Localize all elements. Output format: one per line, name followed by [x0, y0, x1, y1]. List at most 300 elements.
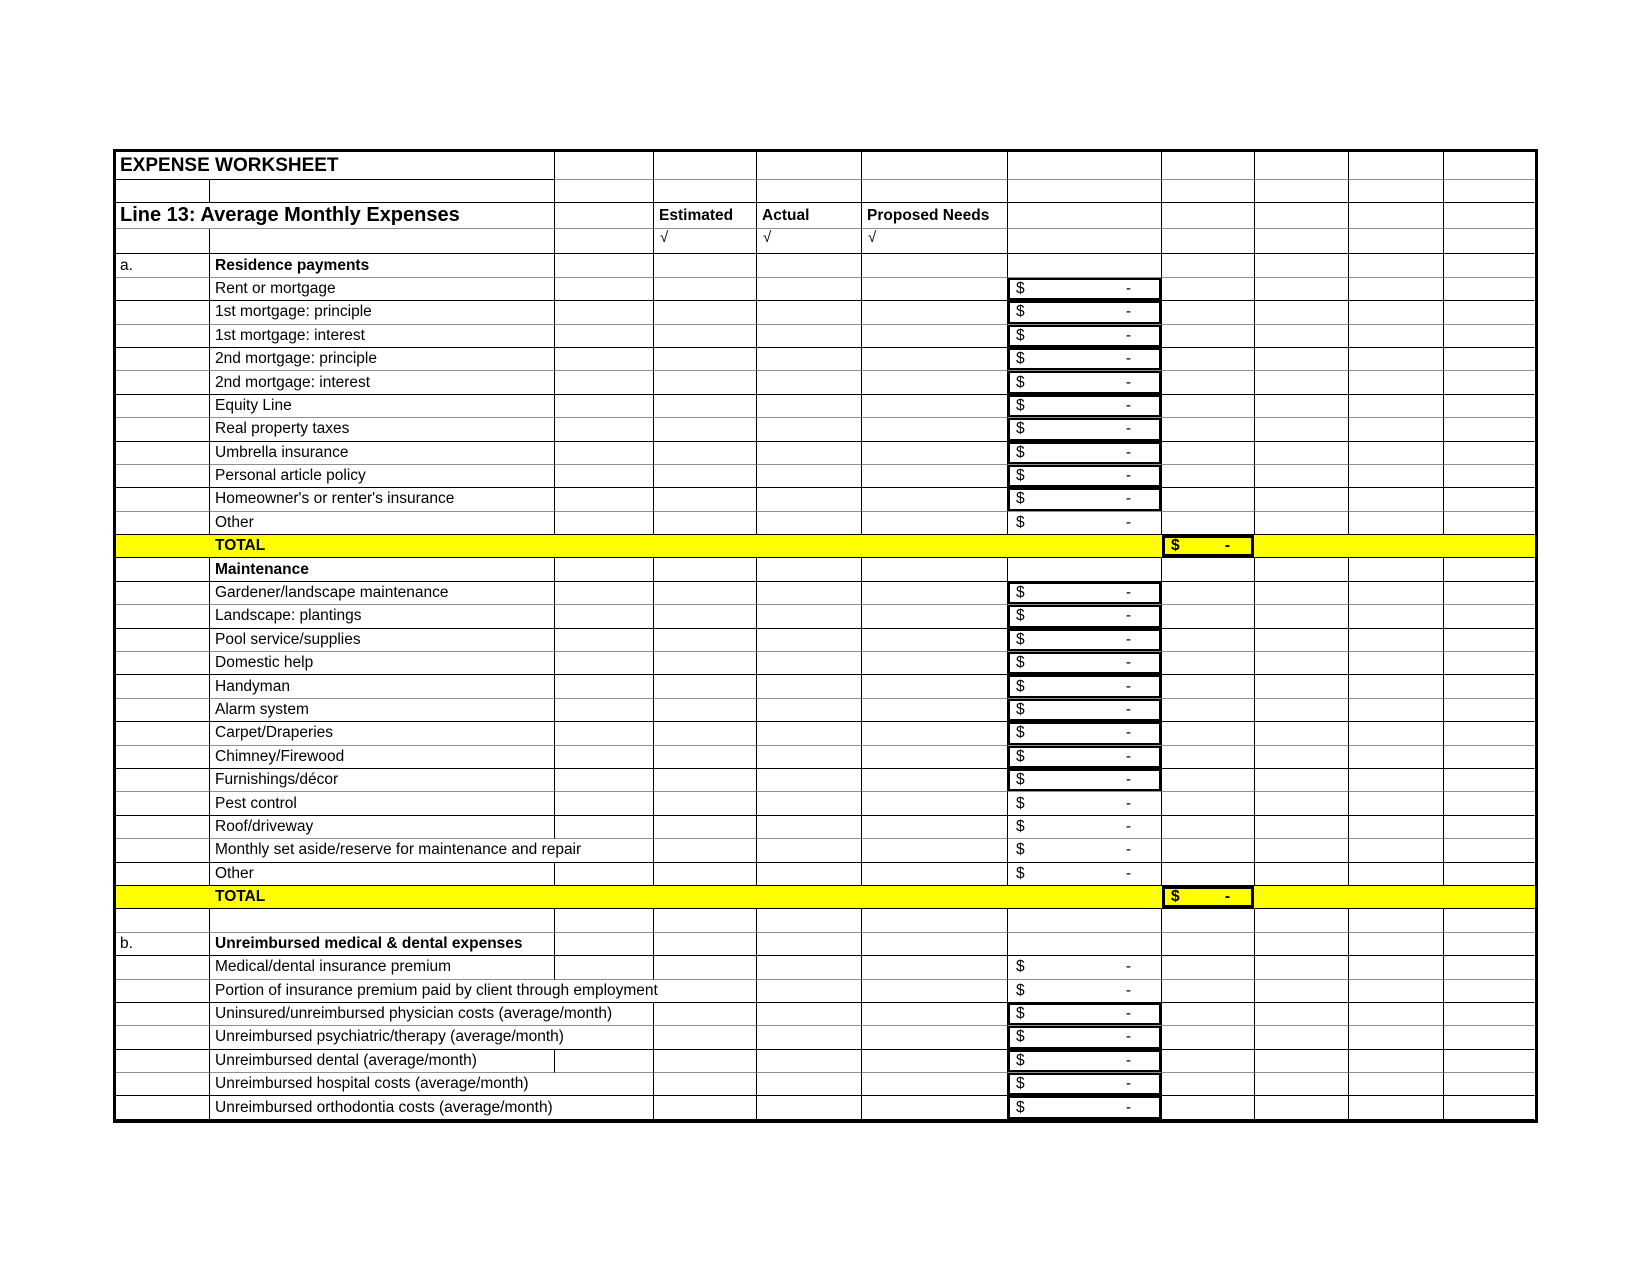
grid-cell [1444, 1073, 1535, 1096]
grid-cell [555, 254, 654, 277]
grid-cell [757, 652, 862, 675]
column-header-row [116, 203, 1535, 229]
grid-cell [555, 699, 654, 722]
section-row [116, 254, 1535, 277]
worksheet-body [116, 152, 1535, 1120]
grid-cell [862, 746, 1008, 769]
item-row [116, 629, 1535, 652]
grid-cell [757, 816, 862, 839]
section-row [116, 933, 1535, 956]
grid-cell [1444, 675, 1535, 698]
grid-cell [757, 254, 862, 277]
dash-value: - [1125, 1028, 1132, 1046]
amount-value [1008, 675, 1161, 697]
grid-cell [555, 465, 654, 488]
dash-value: - [1125, 630, 1132, 648]
grid-cell [555, 301, 654, 324]
amount-value [1008, 348, 1161, 370]
item-label: Roof/driveway [210, 816, 555, 839]
grid-cell [555, 371, 654, 394]
amount-cell [1008, 465, 1162, 488]
amount-cell [1008, 769, 1162, 792]
section-letter-cell [116, 605, 210, 628]
amount-value [1008, 301, 1161, 323]
item-label: Real property taxes [210, 418, 555, 441]
total-row [116, 886, 1535, 909]
grid-cell [1444, 465, 1535, 488]
currency-symbol: $ [1016, 467, 1025, 485]
grid-cell [1444, 863, 1535, 886]
grid-cell [1162, 792, 1255, 815]
grid-cell [1255, 203, 1349, 229]
grid-cell [1444, 1026, 1535, 1049]
dash-value: - [1125, 467, 1132, 485]
blank-cell [555, 909, 654, 932]
grid-cell [757, 980, 862, 1003]
grid-cell [555, 512, 654, 535]
grid-cell [757, 558, 862, 581]
grid-cell [1008, 229, 1162, 254]
grid-cell [1444, 1003, 1535, 1026]
grid-cell [862, 792, 1008, 815]
grid-cell [1255, 1003, 1349, 1026]
grid-cell [757, 1050, 862, 1073]
section-letter-cell [116, 816, 210, 839]
grid-cell [555, 325, 654, 348]
currency-symbol: $ [1171, 537, 1180, 555]
grid-cell [1162, 652, 1255, 675]
grid-cell [1255, 675, 1349, 698]
grid-cell [757, 371, 862, 394]
grid-cell [862, 863, 1008, 886]
dash-value: - [1125, 1051, 1132, 1069]
grid-cell [555, 348, 654, 371]
item-row [116, 863, 1535, 886]
grid-cell [1349, 371, 1444, 394]
grid-cell [862, 1050, 1008, 1073]
blank-cell [757, 909, 862, 932]
grid-cell [862, 465, 1008, 488]
grid-cell [1444, 652, 1535, 675]
dash-value: - [1125, 396, 1132, 414]
section-letter-cell [116, 1026, 210, 1049]
grid-cell [555, 956, 654, 979]
item-label: Homeowner's or renter's insurance [210, 488, 555, 511]
spacer-row [116, 180, 1535, 203]
dash-value: - [1125, 1005, 1132, 1023]
amount-cell [1008, 699, 1162, 722]
grid-cell [1349, 348, 1444, 371]
amount-value [1008, 1096, 1161, 1118]
grid-cell [1444, 488, 1535, 511]
grid-cell [555, 1050, 654, 1073]
grid-cell [1162, 863, 1255, 886]
section-letter-cell [116, 746, 210, 769]
currency-symbol: $ [1016, 654, 1025, 672]
currency-symbol: $ [1016, 794, 1025, 812]
dash-value: - [1125, 350, 1132, 368]
grid-cell [757, 418, 862, 441]
grid-cell [555, 746, 654, 769]
section-letter-cell [116, 839, 210, 862]
grid-cell [757, 582, 862, 605]
grid-cell [654, 152, 757, 180]
worksheet-sheet [113, 149, 1538, 1123]
section-letter-cell [116, 956, 210, 979]
grid-cell [1444, 442, 1535, 465]
amount-value [1008, 1073, 1161, 1095]
checkmark-icon: √ [862, 229, 1008, 254]
grid-cell [654, 629, 757, 652]
amount-cell [1008, 1050, 1162, 1073]
dash-value: - [1125, 794, 1132, 812]
grid-cell [862, 582, 1008, 605]
grid-cell [1255, 652, 1349, 675]
section-letter-cell [116, 488, 210, 511]
amount-cell [1008, 395, 1162, 418]
grid-cell [757, 512, 862, 535]
item-row [116, 418, 1535, 441]
grid-cell [555, 769, 654, 792]
total-row [116, 535, 1535, 558]
grid-cell [757, 348, 862, 371]
section-letter-cell [116, 1003, 210, 1026]
grid-cell [1255, 722, 1349, 745]
grid-cell [1255, 839, 1349, 862]
currency-symbol: $ [1016, 630, 1025, 648]
grid-cell [1255, 629, 1349, 652]
currency-symbol: $ [1016, 279, 1025, 297]
grid-cell [1349, 956, 1444, 979]
item-row [116, 1050, 1535, 1073]
grid-cell [757, 933, 862, 956]
amount-cell [1008, 792, 1162, 815]
grid-cell [862, 152, 1008, 180]
item-label: 1st mortgage: principle [210, 301, 555, 324]
grid-cell [862, 418, 1008, 441]
grid-cell [757, 465, 862, 488]
grid-cell [1444, 605, 1535, 628]
section-letter-cell [116, 792, 210, 815]
grid-cell [757, 152, 862, 180]
grid-cell [862, 301, 1008, 324]
grid-cell [1255, 325, 1349, 348]
section-letter-cell [116, 395, 210, 418]
amount-value [1008, 1003, 1161, 1025]
grid-cell [654, 956, 757, 979]
grid-cell [555, 792, 654, 815]
dash-value: - [1125, 771, 1132, 789]
grid-cell [1444, 348, 1535, 371]
grid-cell [862, 488, 1008, 511]
grid-cell [555, 722, 654, 745]
grid-cell [654, 301, 757, 324]
grid-cell [654, 769, 757, 792]
grid-cell [1349, 278, 1444, 301]
checkmark-icon: √ [757, 229, 862, 254]
grid-cell [1349, 839, 1444, 862]
grid-cell [654, 816, 757, 839]
grid-cell [862, 1073, 1008, 1096]
grid-cell [862, 605, 1008, 628]
currency-symbol: $ [1016, 864, 1025, 882]
grid-cell [1255, 180, 1349, 203]
item-row [116, 465, 1535, 488]
item-label: Medical/dental insurance premium [210, 956, 555, 979]
grid-cell [555, 582, 654, 605]
grid-cell [1444, 769, 1535, 792]
grid-cell [1349, 512, 1444, 535]
grid-cell [1444, 839, 1535, 862]
grid-cell [1349, 652, 1444, 675]
grid-cell [1444, 180, 1535, 203]
currency-symbol: $ [1016, 303, 1025, 321]
grid-cell [1162, 956, 1255, 979]
grid-cell [757, 699, 862, 722]
amount-cell [1008, 348, 1162, 371]
item-label: 2nd mortgage: principle [210, 348, 555, 371]
grid-cell [862, 254, 1008, 277]
amount-value [1162, 886, 1254, 908]
grid-cell [1162, 1003, 1255, 1026]
checkmark-row [116, 229, 1535, 254]
grid-cell [862, 652, 1008, 675]
grid-cell [862, 1096, 1008, 1119]
item-label: Domestic help [210, 652, 555, 675]
grid-cell [1349, 863, 1444, 886]
section-letter-cell [116, 442, 210, 465]
section-letter-cell [116, 1050, 210, 1073]
grid-cell [1349, 1026, 1444, 1049]
grid-cell [1162, 582, 1255, 605]
blank-cell [1008, 909, 1162, 932]
blank-cell [1349, 909, 1444, 932]
amount-value [1008, 605, 1161, 627]
grid-cell [757, 746, 862, 769]
grid-cell [654, 605, 757, 628]
grid-cell [1162, 371, 1255, 394]
amount-value [1008, 980, 1161, 1002]
grid-cell [1255, 699, 1349, 722]
section-letter-cell [116, 512, 210, 535]
grid-cell [654, 1026, 757, 1049]
dash-value: - [1224, 537, 1231, 555]
grid-cell [1255, 792, 1349, 815]
item-row [116, 956, 1535, 979]
amount-cell [1008, 325, 1162, 348]
grid-cell [1162, 229, 1255, 254]
grid-cell [862, 933, 1008, 956]
item-row [116, 675, 1535, 698]
item-row [116, 792, 1535, 815]
grid-cell [1444, 301, 1535, 324]
grid-cell [1349, 722, 1444, 745]
grid-cell [862, 512, 1008, 535]
amount-cell [1008, 839, 1162, 862]
grid-cell [1255, 746, 1349, 769]
grid-cell [1349, 465, 1444, 488]
amount-value [1008, 746, 1161, 768]
currency-symbol: $ [1016, 1028, 1025, 1046]
grid-cell [1444, 722, 1535, 745]
grid-cell [1255, 605, 1349, 628]
amount-cell [1008, 956, 1162, 979]
amount-value [1008, 582, 1161, 604]
item-row [116, 1026, 1535, 1049]
grid-cell [757, 488, 862, 511]
grid-cell [1162, 465, 1255, 488]
grid-cell [1349, 980, 1444, 1003]
item-row [116, 395, 1535, 418]
item-row [116, 1096, 1535, 1119]
grid-cell [654, 746, 757, 769]
amount-value [1008, 792, 1161, 814]
grid-cell [654, 418, 757, 441]
grid-cell [1162, 1073, 1255, 1096]
grid-cell [555, 395, 654, 418]
grid-cell [1349, 325, 1444, 348]
item-row [116, 442, 1535, 465]
item-row [116, 582, 1535, 605]
grid-cell [1162, 348, 1255, 371]
amount-value [1008, 442, 1161, 464]
grid-cell [1255, 933, 1349, 956]
grid-cell [654, 792, 757, 815]
section-letter-cell [116, 325, 210, 348]
grid-cell [1349, 792, 1444, 815]
amount-cell [1008, 1003, 1162, 1026]
grid-cell [1255, 348, 1349, 371]
amount-cell [1008, 675, 1162, 698]
dash-value: - [1125, 677, 1132, 695]
grid-cell [555, 933, 654, 956]
grid-cell [1349, 488, 1444, 511]
section-letter-cell [116, 980, 210, 1003]
grid-cell [555, 488, 654, 511]
blank-cell [654, 909, 757, 932]
total-amount-cell [1162, 886, 1255, 909]
grid-cell [862, 325, 1008, 348]
item-label: Handyman [210, 675, 555, 698]
item-label: Unreimbursed hospital costs (average/month) [210, 1073, 654, 1096]
dash-value: - [1125, 981, 1132, 999]
currency-symbol: $ [1016, 677, 1025, 695]
currency-symbol: $ [1016, 443, 1025, 461]
currency-symbol: $ [1016, 981, 1025, 999]
grid-cell [654, 180, 757, 203]
amount-value [1008, 816, 1161, 838]
dash-value: - [1125, 864, 1132, 882]
grid-cell [654, 1096, 757, 1119]
total-filler [1255, 886, 1535, 909]
grid-cell [1349, 746, 1444, 769]
section-letter-cell [116, 465, 210, 488]
section-letter-cell: b. [116, 933, 210, 956]
grid-cell [1162, 769, 1255, 792]
grid-cell [1349, 816, 1444, 839]
item-row [116, 1073, 1535, 1096]
grid-cell [1162, 839, 1255, 862]
grid-cell [654, 395, 757, 418]
expense-worksheet-table [113, 149, 1538, 1123]
section-letter-cell [116, 699, 210, 722]
grid-cell [654, 278, 757, 301]
item-label: Pool service/supplies [210, 629, 555, 652]
amount-cell [1008, 488, 1162, 511]
grid-cell [1444, 933, 1535, 956]
section-letter-cell [116, 1096, 210, 1119]
grid-cell [555, 558, 654, 581]
grid-cell [1349, 675, 1444, 698]
currency-symbol: $ [1016, 1005, 1025, 1023]
section-letter-cell [116, 652, 210, 675]
grid-cell [1255, 418, 1349, 441]
grid-cell [862, 558, 1008, 581]
item-row [116, 839, 1535, 862]
section-letter-cell [116, 722, 210, 745]
grid-cell [116, 180, 210, 203]
item-row [116, 605, 1535, 628]
grid-cell [1349, 1050, 1444, 1073]
grid-cell [1349, 301, 1444, 324]
grid-cell [862, 442, 1008, 465]
grid-cell [862, 1003, 1008, 1026]
column-header-estimated: Estimated [654, 203, 757, 229]
grid-cell [1444, 816, 1535, 839]
grid-cell [1349, 1073, 1444, 1096]
currency-symbol: $ [1016, 841, 1025, 859]
checkmark-icon: √ [654, 229, 757, 254]
grid-cell [1444, 512, 1535, 535]
currency-symbol: $ [1016, 584, 1025, 602]
dash-value: - [1125, 958, 1132, 976]
grid-cell [1255, 254, 1349, 277]
grid-cell [1444, 371, 1535, 394]
amount-cell [1008, 512, 1162, 535]
grid-cell [1349, 769, 1444, 792]
grid-cell [1008, 933, 1162, 956]
grid-cell [862, 675, 1008, 698]
dash-value: - [1125, 443, 1132, 461]
grid-cell [862, 1026, 1008, 1049]
grid-cell [654, 254, 757, 277]
grid-cell [1162, 675, 1255, 698]
item-label: Rent or mortgage [210, 278, 555, 301]
grid-cell [654, 465, 757, 488]
item-label: Personal article policy [210, 465, 555, 488]
item-row [116, 816, 1535, 839]
grid-cell [1255, 1050, 1349, 1073]
grid-cell [1162, 1050, 1255, 1073]
grid-cell [1255, 769, 1349, 792]
grid-cell [1349, 203, 1444, 229]
section-row [116, 558, 1535, 581]
grid-cell [1162, 278, 1255, 301]
grid-cell [1162, 558, 1255, 581]
grid-cell [1349, 229, 1444, 254]
grid-cell [1162, 301, 1255, 324]
item-row [116, 1003, 1535, 1026]
grid-cell [555, 203, 654, 229]
grid-cell [1008, 180, 1162, 203]
currency-symbol: $ [1016, 396, 1025, 414]
grid-cell [1349, 605, 1444, 628]
grid-cell [1162, 512, 1255, 535]
grid-cell [1255, 582, 1349, 605]
amount-value [1008, 722, 1161, 744]
grid-cell [757, 629, 862, 652]
grid-cell [555, 229, 654, 254]
